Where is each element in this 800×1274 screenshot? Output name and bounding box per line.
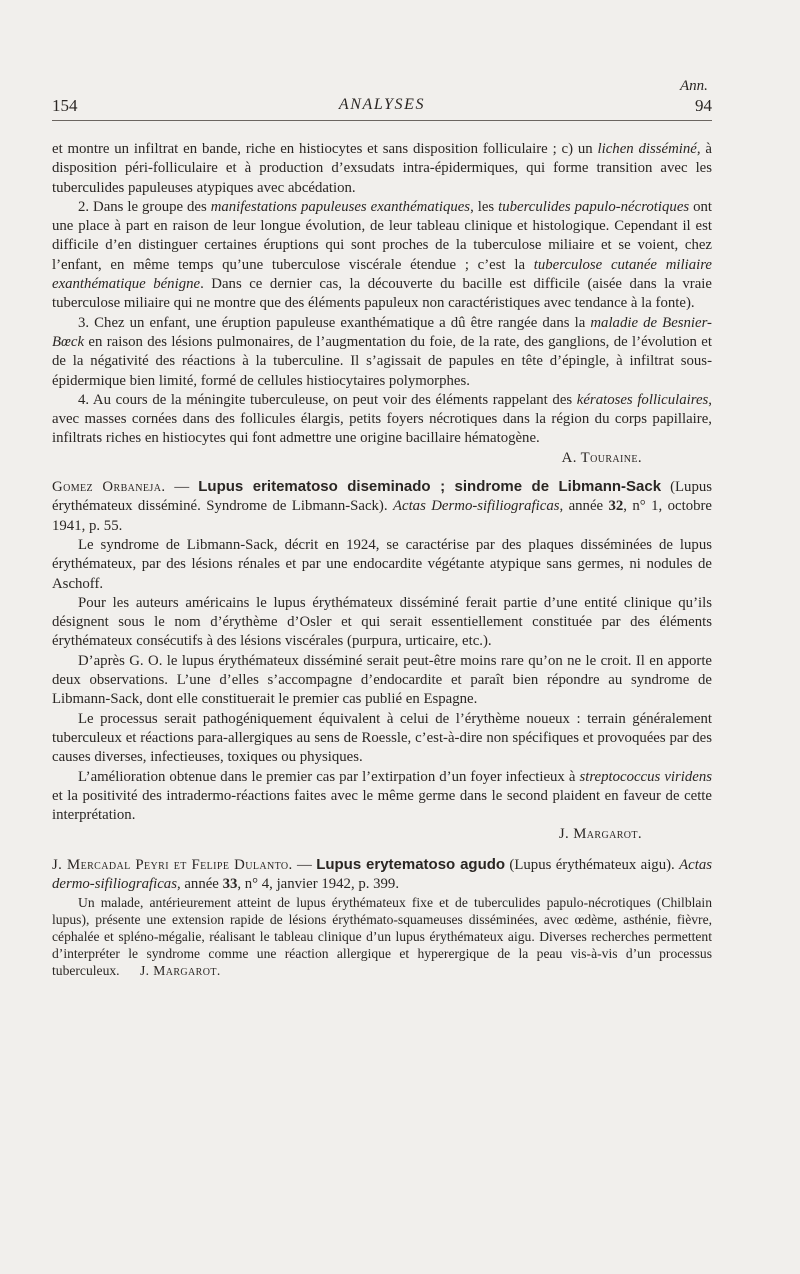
paragraph: 2. Dans le groupe des manifestations papuleuses exanthématiques, les tuberculides papulo-nécrotiques ont une place à part en raison de leur longue évolution, de leur tableau clinique et histologique. Cependant il est difficile d’en distinguer certaines éruptions qui sont proches de la tuberculose miliaire et se voient, chez l’enfant, en même temps qu’une tuberculose viscérale étendue ; c’est la tuberculose cutanée miliaire exanthématique bénigne. Dans ce dernier cas, la découverte du bacille est difficile (aisée dans la vraie tuberculose miliaire qui ne montre que des éléments papuleux non caractéristiques avec tendance à la fonte).	[52, 198, 712, 312]
paragraph: Pour les auteurs américains le lupus érythémateux disséminé ferait partie d’une entité clinique qu’ils désignent sous le nom d’érythème d’Osler et qui serait essentiellement constituée par des éléments érythémateux consécutifs à des lésions viscérales (purpura, urticaire, etc.).	[52, 594, 712, 650]
paragraph: D’après G. O. le lupus érythémateux disséminé serait peut-être moins rare qu’on ne le croit. Il en apporte deux observations. L’une d’elles s’accompagne d’endocardite et paraît bien répondre au syndrome de Libmann-Sack, dont elle constituerait le premier cas publié en Espagne.	[52, 652, 712, 708]
document-body	[52, 140, 712, 979]
signature: A. Touraine.	[561, 449, 642, 466]
article-title: Lupus erytematoso agudo	[316, 855, 506, 873]
margin-annotation: Ann.	[680, 78, 708, 94]
abstract-heading: J. Mercadal Peyri et Felipe Dulanto. — Lupus erytematoso agudo (Lupus érythémateux aigu). Actas dermo-sifiliograficas, année 33, n° 4, janvier 1942, p. 399.	[52, 855, 712, 892]
page-number: 154	[52, 96, 78, 115]
paragraph: 3. Chez un enfant, une éruption papuleuse exanthématique a dû être rangée dans la maladie de Besnier-Bœck en raison des lésions pulmonaires, de l’augmentation du foie, de la rate, des ganglions, de l’évolution et de la négativité des réactions à la tuberculine. Il s’agissait de papules en tête d’épingle, à infiltrat sous-épidermique bien limité, formé de cellules histiocytaires polymorphes.	[52, 314, 712, 389]
authors: Gomez Orbaneja.	[52, 479, 166, 496]
abstract-heading: Gomez Orbaneja. — Lupus eritematoso diseminado ; sindrome de Libmann-Sack (Lupus érythémateux disséminé. Syndrome de Libmann-Sack). Actas Dermo-sifiliograficas, année 32, n° 1, octobre 1941, p. 55.	[52, 478, 712, 534]
authors: J. Mercadal Peyri et Felipe Dulanto.	[52, 856, 293, 873]
paragraph: et montre un infiltrat en bande, riche en histiocytes et sans disposition folliculaire ; c) un lichen disséminé, à disposition péri-folliculaire et à production d’exsudats intra-épidermiques, qui forme transition avec les tuberculides papuleuses atypiques avec abcédation.	[52, 141, 712, 196]
paragraph: Un malade, antérieurement atteint de lupus érythémateux fixe et de tuberculides papulo-nécrotiques (Chilblain lupus), présente une extension rapide de lésions érythémato-squameuses disséminées, avec œdème, asthénie, fièvre, céphalée et spléno-mégalie, réalisant le tableau clinique d’un lupus érythémateux aigu. Diverses recherches permettent d’interpréter le syndrome comme une réaction allergique et hyperergique de la peau vis-à-vis d’un processus tuberculeux. J. Margarot.	[52, 895, 712, 979]
signature: J. Margarot.	[139, 963, 221, 979]
page-header	[52, 96, 712, 121]
paragraph: Le processus serait pathogéniquement équivalent à celui de l’érythème noueux : terrain généralement tuberculeux et réactions para-allergiques au sens de Roessle, c’est-à-dire non spécifiques et provoquées par des causes diverses, infectieuses, toxiques ou physiques.	[52, 710, 712, 766]
secondary-page-number: 94	[695, 96, 712, 115]
signature: J. Margarot.	[558, 826, 642, 843]
paragraph: L’amélioration obtenue dans le premier cas par l’extirpation d’un foyer infectieux à streptococcus viridens et la positivité des intradermo-réactions faites avec le même germe dans le second plaident en faveur de cette interprétation.	[52, 768, 712, 824]
article-title: Lupus eritematoso diseminado ; sindrome de Libmann-Sack	[198, 478, 662, 496]
paragraph: 4. Au cours de la méningite tuberculeuse, on peut voir des éléments rappelant des kératoses folliculaires, avec masses cornées dans des follicules élargis, petits foyers nécrotiques dans la région du corps papillaire, infiltrats riches en histiocytes qui font admettre une origine bacillaire hématogène.	[52, 391, 712, 447]
paragraph: Le syndrome de Libmann-Sack, décrit en 1924, se caractérise par des plaques disséminées de lupus érythémateux, par des lésions rénales et par une endocardite végétante atypique sans germes, ni nodules de Aschoff.	[52, 536, 712, 592]
running-title: ANALYSES	[338, 96, 426, 113]
